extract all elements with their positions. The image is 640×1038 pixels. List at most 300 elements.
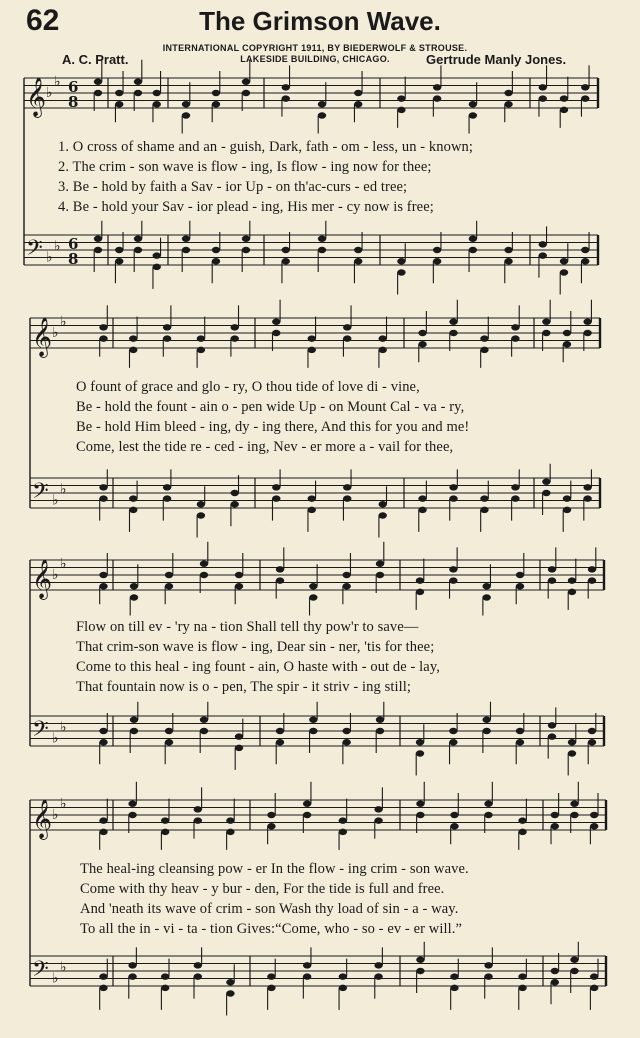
note-head [231,490,239,496]
note-head [115,101,123,107]
note-head [99,484,107,490]
flat-sign-icon: ♭ [54,238,61,255]
note-head [272,319,280,325]
note-head [303,801,311,807]
note-head [379,512,387,518]
note-head [583,319,591,325]
note-head [563,495,571,501]
note-head [161,973,169,979]
note-head [231,324,239,330]
lyric-line: Flow on till ev - 'ry na - tion Shall tell thy pow'r to save— [76,619,419,635]
note-head [200,572,208,578]
note-head [161,817,169,823]
lyric-line: Come to this heal - ing fount - ain, O haste with - out de - lay, [76,659,440,675]
note-head [416,968,424,974]
note-head [511,324,519,330]
note-head [551,968,559,974]
flat-sign-icon: ♭ [46,85,53,101]
note-head [163,495,171,501]
note-head [99,973,107,979]
note-head [516,572,524,578]
note-head [267,973,275,979]
note-head [504,258,512,264]
note-head [267,823,275,829]
note-head [343,324,351,330]
note-head [276,577,284,583]
note-head [99,495,107,501]
note-head [416,739,424,745]
note-head [568,750,576,756]
note-head [416,577,424,583]
lyric-line: That crim-son wave is flow - ing, Dear sin - ner, 'tis for thee; [76,639,435,655]
note-head [339,829,347,835]
note-head [590,823,598,829]
note-head [272,495,280,501]
note-head [194,817,202,823]
note-head [342,728,350,734]
note-head [129,347,137,353]
note-head [94,90,102,96]
lyric-line: The heal-ing cleansing pow - er In the flow - ing crim - son wave. [80,861,469,877]
note-head [212,247,220,253]
note-head [235,572,243,578]
note-head [134,90,142,96]
note-head [563,341,571,347]
note-head [94,236,102,242]
note-head [128,801,136,807]
flat-sign-icon: ♭ [60,555,67,572]
note-head [343,335,351,341]
note-head [134,236,142,242]
note-head [99,985,107,991]
note-head [339,973,347,979]
note-head [379,347,387,353]
note-head [342,572,350,578]
note-head [282,95,290,101]
note-head [588,577,596,583]
note-head [511,495,519,501]
note-head [128,962,136,968]
note-head [583,484,591,490]
note-head [303,812,311,818]
hymn-number: 62 [26,4,60,37]
note-head [134,79,142,85]
note-head [354,247,362,253]
note-head [226,829,234,835]
note-head [318,236,326,242]
note-head [376,561,384,567]
note-head [548,722,556,728]
note-head [449,330,457,336]
note-head [590,973,598,979]
note-head [374,806,382,812]
note-head [504,101,512,107]
lyric-line: To all the in - vi - ta - tion Gives:“Come, who - so - ev - er will.” [80,921,462,937]
note-head [342,583,350,589]
note-head [482,728,490,734]
note-head [226,817,234,823]
note-head [99,572,107,578]
note-head [484,801,492,807]
note-head [129,495,137,501]
flat-sign-icon: ♭ [60,481,67,498]
note-head [276,566,284,572]
note-head [242,79,250,85]
note-head [581,258,589,264]
note-head [450,973,458,979]
note-head [563,507,571,513]
note-head [418,341,426,347]
note-head [449,577,457,583]
note-head [129,507,137,513]
time-signature-bottom: 8 [68,93,79,111]
note-head [94,79,102,85]
lyric-line: 2. The crim - son wave is flow - ing, Is flow - ing now for thee; [58,159,432,175]
note-head [163,324,171,330]
note-head [303,962,311,968]
note-head [450,823,458,829]
note-head [342,739,350,745]
note-head [182,247,190,253]
note-head [449,484,457,490]
note-head [308,507,316,513]
note-head [570,812,578,818]
note-head [212,90,220,96]
note-head [504,90,512,96]
note-head [376,572,384,578]
note-head [433,84,441,90]
note-head [433,95,441,101]
note-head [416,812,424,818]
note-head [450,812,458,818]
note-head [309,717,317,723]
note-head [511,484,519,490]
note-head [516,739,524,745]
note-head [542,490,550,496]
note-head [583,495,591,501]
note-head [242,90,250,96]
hymn-title: The Grimson Wave. [199,6,441,36]
lyric-line: Come, lest the tide re - ced - ing, Nev - er more a - vail for thee, [76,439,454,455]
note-head [518,829,526,835]
flat-sign-icon: ♭ [60,313,67,330]
lyric-line: Be - hold the fount - ain o - pen wide Up - on Mount Cal - va - ry, [76,399,465,415]
note-head [308,335,316,341]
lyric-line: O fount of grace and glo - ry, O thou tide of love di - vine, [76,379,420,395]
note-head [309,594,317,600]
note-head [397,258,405,264]
bass-clef-icon: 𝄢 [32,717,49,747]
bass-clef-icon: 𝄢 [26,236,43,266]
note-head [583,330,591,336]
note-head [128,812,136,818]
flat-sign-icon: ♭ [54,73,61,90]
note-head [418,507,426,513]
note-head [309,728,317,734]
note-head [548,566,556,572]
note-head [397,107,405,113]
note-head [153,90,161,96]
flat-sign-icon: ♭ [46,249,53,266]
note-head [339,985,347,991]
note-head [129,335,137,341]
lyric-line: 4. Be - hold your Sav - ior plead - ing, His mer - cy now is free; [58,199,434,215]
note-head [134,247,142,253]
note-head [376,717,384,723]
note-head [235,745,243,751]
note-head [449,739,457,745]
note-head [165,728,173,734]
note-head [480,335,488,341]
note-head [449,319,457,325]
flat-sign-icon: ♭ [52,730,59,747]
note-head [397,95,405,101]
note-head [309,583,317,589]
note-head [272,484,280,490]
note-head [416,750,424,756]
note-head [272,330,280,336]
note-head [276,728,284,734]
note-head [153,252,161,258]
note-head [570,957,578,963]
note-head [418,495,426,501]
note-head [182,112,190,118]
note-head [165,572,173,578]
note-head [518,973,526,979]
flat-sign-icon: ♭ [60,795,67,812]
note-head [182,101,190,107]
note-head [165,739,173,745]
note-head [194,973,202,979]
note-head [231,501,239,507]
note-head [548,577,556,583]
note-head [551,979,559,985]
note-head [482,594,490,600]
note-head [99,739,107,745]
note-head [516,583,524,589]
note-head [115,247,123,253]
time-signature-top: 6 [68,235,79,253]
note-head [182,236,190,242]
note-head [518,985,526,991]
note-head [308,495,316,501]
lyric-line: 3. Be - hold by faith a Sav - ior Up - on th'ac-curs - ed tree; [58,179,408,195]
note-head [128,973,136,979]
note-head [99,817,107,823]
note-head [153,101,161,107]
treble-clef-icon: 𝄞 [32,317,53,357]
note-head [200,561,208,567]
note-head [560,269,568,275]
note-head [94,247,102,253]
note-head [115,258,123,264]
flat-sign-icon: ♭ [60,959,67,976]
note-head [282,247,290,253]
note-head [197,512,205,518]
note-head [551,823,559,829]
note-head [242,236,250,242]
note-head [542,479,550,485]
note-head [194,806,202,812]
note-head [153,264,161,270]
note-head [539,252,547,258]
note-head [588,739,596,745]
note-head [354,90,362,96]
note-head [560,258,568,264]
note-head [197,501,205,507]
note-head [539,241,547,247]
flat-sign-icon: ♭ [52,325,59,341]
note-head [581,247,589,253]
note-head [354,258,362,264]
note-head [99,728,107,734]
note-head [130,594,138,600]
time-signature-bottom: 8 [68,250,79,268]
composer-credit: Gertrude Manly Jones. [426,52,567,67]
note-head [374,817,382,823]
note-head [200,717,208,723]
note-head [449,728,457,734]
note-head [416,957,424,963]
treble-clef-icon: 𝄞 [32,559,53,599]
note-head [418,330,426,336]
note-head [469,101,477,107]
note-head [433,247,441,253]
note-head [449,495,457,501]
note-head [588,728,596,734]
note-head [339,817,347,823]
note-head [161,985,169,991]
note-head [303,973,311,979]
note-head [568,739,576,745]
note-head [267,985,275,991]
note-head [163,335,171,341]
note-head [165,583,173,589]
bass-clef-icon: 𝄢 [32,957,49,987]
note-head [581,95,589,101]
note-head [482,583,490,589]
lyricist-credit: A. C. Pratt. [62,52,129,67]
note-head [542,330,550,336]
copyright-line-1: INTERNATIONAL COPYRIGHT 1911, BY BIEDERWOLF & STROUSE. [162,43,468,53]
note-head [374,962,382,968]
note-head [99,583,107,589]
note-head [511,335,519,341]
note-head [560,95,568,101]
treble-clef-icon: 𝄞 [26,77,47,117]
note-head [516,728,524,734]
note-head [282,84,290,90]
copyright-line-2: LAKESIDE BUILDING, CHICAGO. [240,54,390,64]
note-head [504,247,512,253]
note-head [308,347,316,353]
note-head [560,107,568,113]
note-head [226,979,234,985]
note-head [449,566,457,572]
note-head [282,258,290,264]
bass-clef-icon: 𝄢 [32,479,49,509]
note-head [568,577,576,583]
note-head [482,717,490,723]
note-head [450,985,458,991]
note-head [376,728,384,734]
note-head [379,501,387,507]
note-head [484,962,492,968]
note-head [343,495,351,501]
note-head [480,347,488,353]
note-head [115,90,123,96]
note-head [130,583,138,589]
flat-sign-icon: ♭ [52,807,59,823]
note-head [99,335,107,341]
flat-sign-icon: ♭ [52,970,59,987]
note-head [484,812,492,818]
note-head [480,507,488,513]
note-head [99,324,107,330]
note-head [197,335,205,341]
note-head [542,319,550,325]
note-head [469,247,477,253]
flat-sign-icon: ♭ [52,492,59,509]
note-head [397,269,405,275]
note-head [197,347,205,353]
note-head [318,112,326,118]
note-head [318,101,326,107]
note-head [469,236,477,242]
lyric-line: Come with thy heav - y bur - den, For the tide is full and free. [80,881,445,897]
lyric-line: 1. O cross of shame and an - guish, Dark, fath - om - less, un - known; [58,139,474,155]
note-head [469,112,477,118]
note-head [242,247,250,253]
treble-clef-icon: 𝄞 [32,799,53,839]
note-head [379,335,387,341]
note-head [570,801,578,807]
note-head [590,812,598,818]
note-head [200,728,208,734]
note-head [354,101,362,107]
note-head [539,95,547,101]
flat-sign-icon: ♭ [52,567,59,583]
note-head [161,829,169,835]
flat-sign-icon: ♭ [60,719,67,736]
note-head [484,973,492,979]
note-head [539,84,547,90]
note-head [276,739,284,745]
note-head [551,812,559,818]
note-head [226,990,234,996]
lyric-line: That fountain now is o - pen, The spir - it striv - ing still; [76,679,411,695]
note-head [568,589,576,595]
note-head [416,801,424,807]
note-head [581,84,589,90]
note-head [318,247,326,253]
note-head [130,717,138,723]
lyric-line: And 'neath its wave of crim - son Wash thy load of sin - a - way. [80,901,459,917]
note-head [235,733,243,739]
note-head [231,335,239,341]
time-signature-top: 6 [68,78,79,96]
note-head [235,583,243,589]
note-head [563,330,571,336]
note-head [374,973,382,979]
note-head [570,968,578,974]
note-head [518,817,526,823]
note-head [588,566,596,572]
note-head [416,589,424,595]
note-head [433,258,441,264]
lyric-line: Be - hold Him bleed - ing, dy - ing there, And this for you and me! [76,419,470,435]
note-head [212,258,220,264]
